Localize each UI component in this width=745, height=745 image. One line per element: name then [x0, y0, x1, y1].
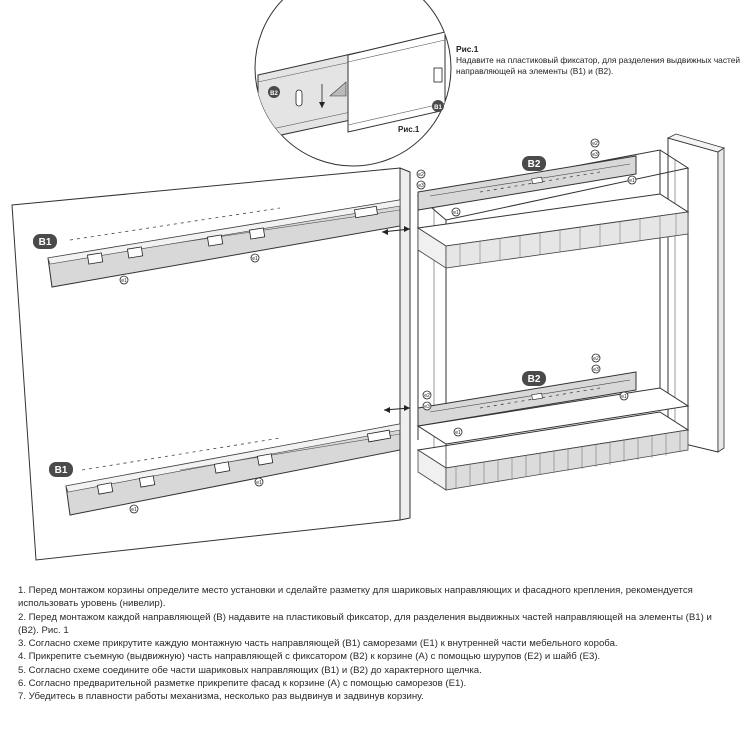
- svg-text:e1: e1: [121, 278, 127, 284]
- svg-text:e2: e2: [418, 172, 424, 178]
- screw-marker-e3-a: [417, 181, 425, 189]
- rail-label-b1-upper: [33, 234, 57, 249]
- svg-text:B1: B1: [54, 465, 68, 476]
- instruction-step: 2. Перед монтажом каждой направляющей (B) надавите на пластиковый фиксатор, для разделения выдвижных частей направляющей на элементы (B1) и (B2). Рис. 1: [18, 611, 712, 636]
- svg-text:e1: e1: [252, 256, 258, 262]
- svg-text:e3: e3: [592, 152, 598, 158]
- instruction-step: 6. Согласно предварительной разметке прикрепите фасад к корзине (A) с помощью саморезов (E1).: [18, 678, 467, 690]
- rail-label-b2-lower: [522, 371, 546, 386]
- svg-text:e1: e1: [256, 480, 262, 486]
- screw-marker-e3-d: [592, 365, 600, 373]
- rail-label-b2-upper: [522, 156, 546, 171]
- screw-marker-e3-c: [423, 402, 431, 410]
- screw-marker-e2-c: [423, 391, 431, 399]
- basket-upper-shelf: [418, 194, 688, 268]
- svg-text:B1: B1: [434, 105, 442, 111]
- screw-marker-e1-a: [120, 276, 128, 284]
- screw-marker-e1-e: [452, 208, 460, 216]
- instruction-step: 5. Согласно схеме соедините обе части шариковых направляющих (B1) и (B2) до характерного щелчка.: [18, 664, 482, 676]
- svg-text:e3: e3: [424, 404, 430, 410]
- screw-marker-e3-b: [591, 150, 599, 158]
- svg-text:e1: e1: [629, 178, 635, 184]
- svg-text:e1: e1: [453, 210, 459, 216]
- instruction-step: 1. Перед монтажом корзины определите место установки и сделайте разметку для шариковых направляющих и фасадного крепления, рекомендуется использовать уровень (нивелир).: [18, 585, 693, 610]
- screw-marker-e1-b: [251, 254, 259, 262]
- screw-marker-e1-g: [454, 428, 462, 436]
- screw-marker-e2-a: [417, 170, 425, 178]
- instruction-step: 4. Прикрепите съемную (выдвижную) часть направляющей с фиксатором (B2) к корзине (A) с помощью шурупов (E2) и шайб (E3).: [18, 651, 601, 663]
- svg-text:e1: e1: [455, 430, 461, 436]
- instruction-list: [18, 584, 733, 704]
- screw-marker-e2-b: [591, 139, 599, 147]
- inset-figure-label: Рис.1: [398, 125, 420, 134]
- rail-label-b1-lower: [49, 462, 73, 477]
- svg-text:e2: e2: [592, 141, 598, 147]
- figure-caption: [456, 44, 741, 77]
- instruction-step: 7. Убедитесь в плавности работы механизма, несколько раз выдвинув и задвинув корзину.: [18, 691, 424, 703]
- inset-tag-b1: [432, 100, 444, 112]
- screw-marker-e1-d: [255, 478, 263, 486]
- svg-text:e3: e3: [418, 183, 424, 189]
- svg-text:B1: B1: [38, 237, 52, 248]
- svg-text:e1: e1: [131, 507, 137, 513]
- figure-caption-text: Надавите на пластиковый фиксатор, для разделения выдвижных частей направляющей на элементы (B1) и (B2).: [456, 55, 741, 76]
- instruction-step: 3. Согласно схеме прикрутите каждую монтажную часть направляющей (B1) саморезами (E1) к внутренней части мебельного короба.: [18, 638, 618, 650]
- screw-marker-e1-f: [628, 176, 636, 184]
- svg-text:e3: e3: [593, 367, 599, 373]
- svg-text:B2: B2: [527, 159, 541, 170]
- screw-marker-e1-h: [620, 392, 628, 400]
- detail-inset: [255, 0, 451, 166]
- figure-caption-title: Рис.1: [456, 44, 479, 54]
- svg-text:B2: B2: [270, 91, 278, 97]
- svg-text:B2: B2: [527, 374, 541, 385]
- screw-marker-e2-d: [592, 354, 600, 362]
- svg-text:e1: e1: [621, 394, 627, 400]
- screw-marker-e1-c: [130, 505, 138, 513]
- svg-text:e2: e2: [593, 356, 599, 362]
- svg-text:e2: e2: [424, 393, 430, 399]
- inset-tag-b2: [268, 86, 280, 98]
